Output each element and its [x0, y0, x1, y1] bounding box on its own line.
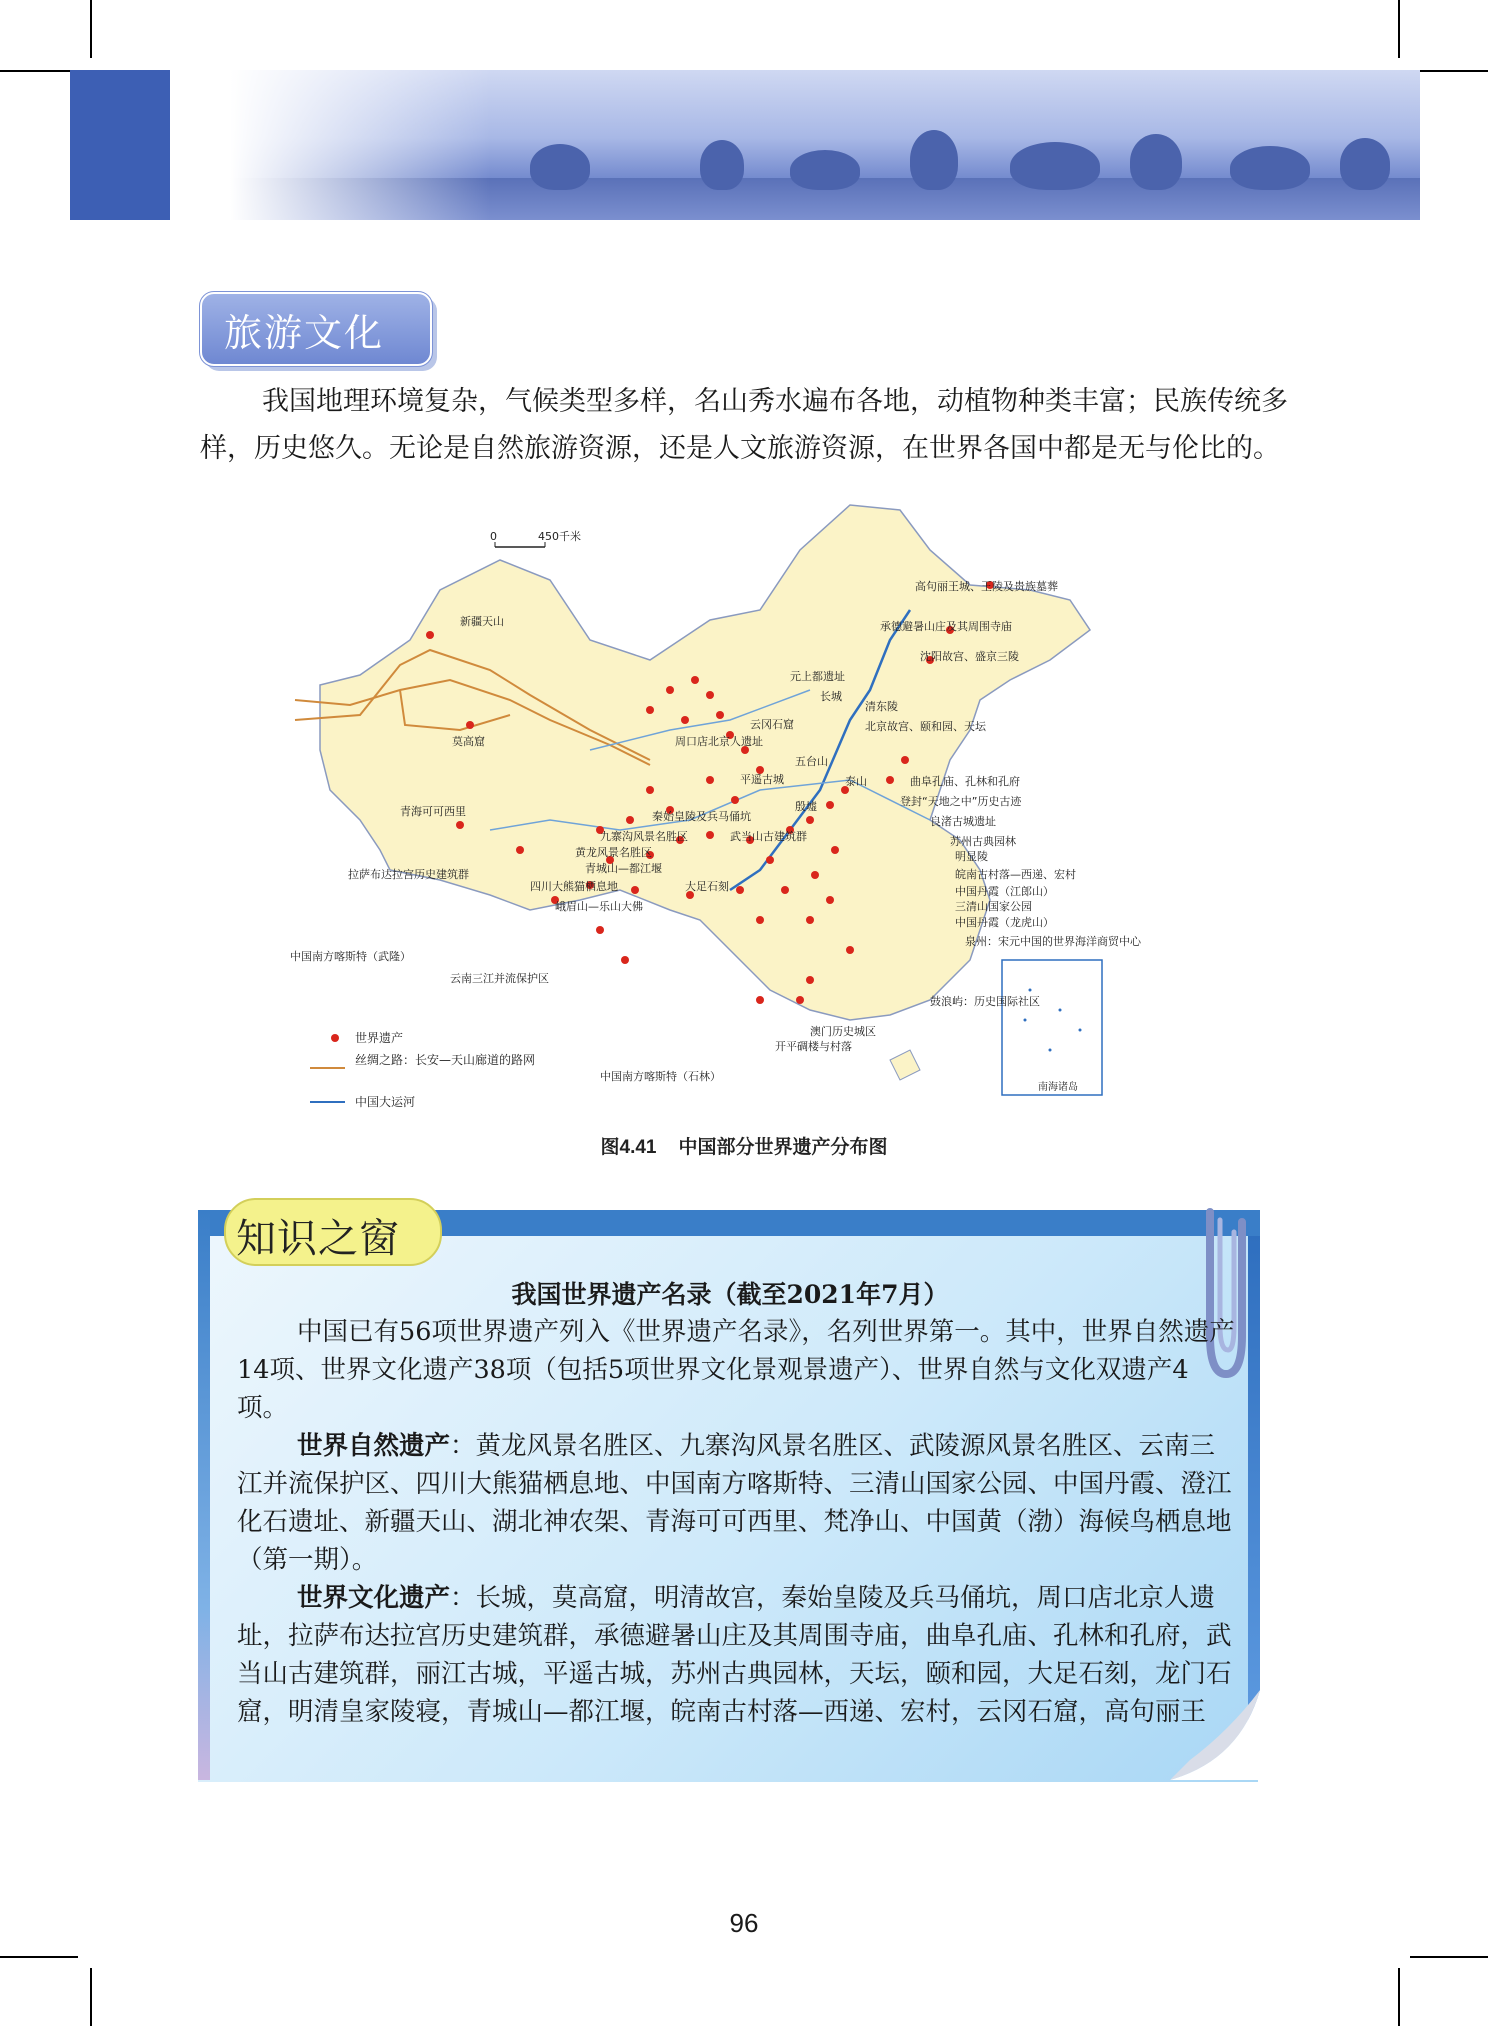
crop-mark	[1398, 1968, 1400, 2026]
site-label: 新疆天山	[460, 615, 504, 628]
site-label: 三清山国家公园	[955, 900, 1032, 913]
figure-caption	[0, 1132, 1488, 1159]
header-landscape-banner	[230, 70, 1420, 220]
site-label: 九寨沟风景名胜区	[600, 830, 688, 843]
site-label: 拉萨布达拉宫历史建筑群	[348, 868, 469, 881]
crop-mark	[1398, 0, 1400, 58]
knowledge-p2-text: ：黄龙风景名胜区、九寨沟风景名胜区、武陵源风景名胜区、云南三江并流保护区、四川大熊猫栖息地、中国南方喀斯特、三清山国家公园、中国丹霞、澄江化石遗址、新疆天山、湖北神农架、青海可可西里、梵净山、中国黄（渤）海候鸟栖息地（第一期）。	[237, 1431, 1232, 1575]
site-label: 大足石刻	[685, 880, 729, 893]
site-label: 云冈石窟	[750, 718, 794, 731]
scale-zero: 0	[490, 530, 497, 543]
crop-mark	[90, 0, 92, 58]
section-title: 旅游文化	[224, 311, 385, 355]
header-color-block	[70, 70, 170, 220]
site-label: 云南三江并流保护区	[450, 972, 549, 985]
site-label: 中国丹霞（江郎山）	[955, 885, 1054, 898]
site-label: 皖南古村落—西递、宏村	[955, 868, 1076, 881]
knowledge-label: 知识之窗	[236, 1216, 400, 1262]
site-label: 殷墟	[795, 800, 817, 813]
site-label: 曲阜孔庙、孔林和孔府	[910, 775, 1020, 788]
site-label: 四川大熊猫栖息地	[530, 880, 618, 893]
crop-mark	[0, 70, 78, 72]
inset-label: 南海诸岛	[1038, 1082, 1078, 1093]
site-label: 长城	[820, 690, 842, 703]
crop-mark	[0, 1956, 78, 1958]
figure-number: 图4.41	[600, 1137, 657, 1158]
site-label: 峨眉山—乐山大佛	[555, 900, 643, 913]
intro-paragraph	[200, 378, 1290, 472]
site-label: 中国南方喀斯特（石林）	[600, 1070, 721, 1083]
knowledge-p3-text: ：长城，莫高窟，明清故宫，秦始皇陵及兵马俑坑，周口店北京人遗址，拉萨布达拉宫历史建筑群，承德避暑山庄及其周围寺庙，曲阜孔庙、孔林和孔府，武当山古建筑群，丽江古城，平遥古城，苏州古典园林，天坛，颐和园，大足石刻，龙门石窟，明清皇家陵寝，青城山—都江堰，皖南古村落—西递、宏村，云冈石窟，高句丽王	[237, 1583, 1232, 1727]
site-label: 登封“天地之中”历史古迹	[900, 795, 1022, 808]
site-label: 北京故宫、颐和园、天坛	[865, 720, 986, 733]
knowledge-paragraph	[237, 1579, 1237, 1731]
cultural-heritage-label: 世界文化遗产	[297, 1583, 451, 1613]
site-label: 澳门历史城区	[810, 1025, 876, 1038]
site-label: 承德避暑山庄及其周围寺庙	[880, 620, 1012, 633]
legend-heritage: 世界遗产	[355, 1031, 404, 1045]
site-label: 中国南方喀斯特（武隆）	[290, 950, 411, 963]
scale-distance: 450千米	[538, 530, 581, 543]
site-label: 开平碉楼与村落	[775, 1040, 852, 1053]
legend-silk-road: 丝绸之路：长安—天山廊道的路网	[355, 1053, 536, 1067]
crop-mark	[1410, 70, 1488, 72]
site-label: 沈阳故宫、盛京三陵	[920, 650, 1019, 663]
site-label: 五台山	[795, 755, 828, 768]
site-label: 青城山—都江堰	[585, 862, 662, 875]
site-label: 明显陵	[955, 850, 988, 863]
site-label: 高句丽王城、王陵及贵族墓葬	[915, 580, 1058, 593]
site-label: 清东陵	[865, 700, 898, 713]
legend-grand-canal: 中国大运河	[355, 1095, 416, 1109]
page-number: 96	[729, 1908, 759, 1938]
site-label: 武当山古建筑群	[730, 830, 807, 843]
knowledge-heading: 我国世界遗产名录（截至2021年7月）	[511, 1280, 949, 1309]
crop-mark	[1410, 1956, 1488, 1958]
site-label: 苏州古典园林	[950, 835, 1016, 848]
site-label: 莫高窟	[452, 735, 485, 748]
site-label: 元上都遗址	[790, 670, 845, 683]
site-label: 周口店北京人遗址	[675, 735, 763, 748]
heritage-map	[290, 490, 1190, 1110]
intro-text: 我国地理环境复杂，气候类型多样，名山秀水遍布各地，动植物种类丰富；民族传统多样，历史悠久。无论是自然旅游资源，还是人文旅游资源，在世界各国中都是无与伦比的。	[200, 386, 1288, 464]
knowledge-paragraph	[237, 1313, 1237, 1427]
crop-mark	[90, 1968, 92, 2026]
site-label: 良渚古城遗址	[930, 815, 996, 828]
site-label: 平遥古城	[740, 773, 784, 786]
site-label: 鼓浪屿：历史国际社区	[930, 995, 1040, 1008]
site-label: 秦始皇陵及兵马俑坑	[652, 810, 751, 823]
knowledge-body	[237, 1313, 1237, 1731]
site-label: 泉州：宋元中国的世界海洋商贸中心	[965, 935, 1141, 948]
knowledge-p1-text: 中国已有56项世界遗产列入《世界遗产名录》，名列世界第一。其中，世界自然遗产14项、世界文化遗产38项（包括5项世界文化景观景遗产）、世界自然与文化双遗产4项。	[237, 1317, 1235, 1423]
knowledge-paragraph	[237, 1427, 1237, 1579]
natural-heritage-label: 世界自然遗产	[297, 1431, 451, 1461]
site-label: 中国丹霞（龙虎山）	[955, 916, 1054, 929]
section-title-tab	[200, 292, 432, 366]
site-label: 黄龙风景名胜区	[575, 846, 652, 859]
site-label: 泰山	[845, 775, 867, 788]
figure-title: 中国部分世界遗产分布图	[678, 1137, 888, 1158]
site-label: 青海可可西里	[400, 805, 466, 818]
knowledge-label-pill	[224, 1198, 442, 1266]
